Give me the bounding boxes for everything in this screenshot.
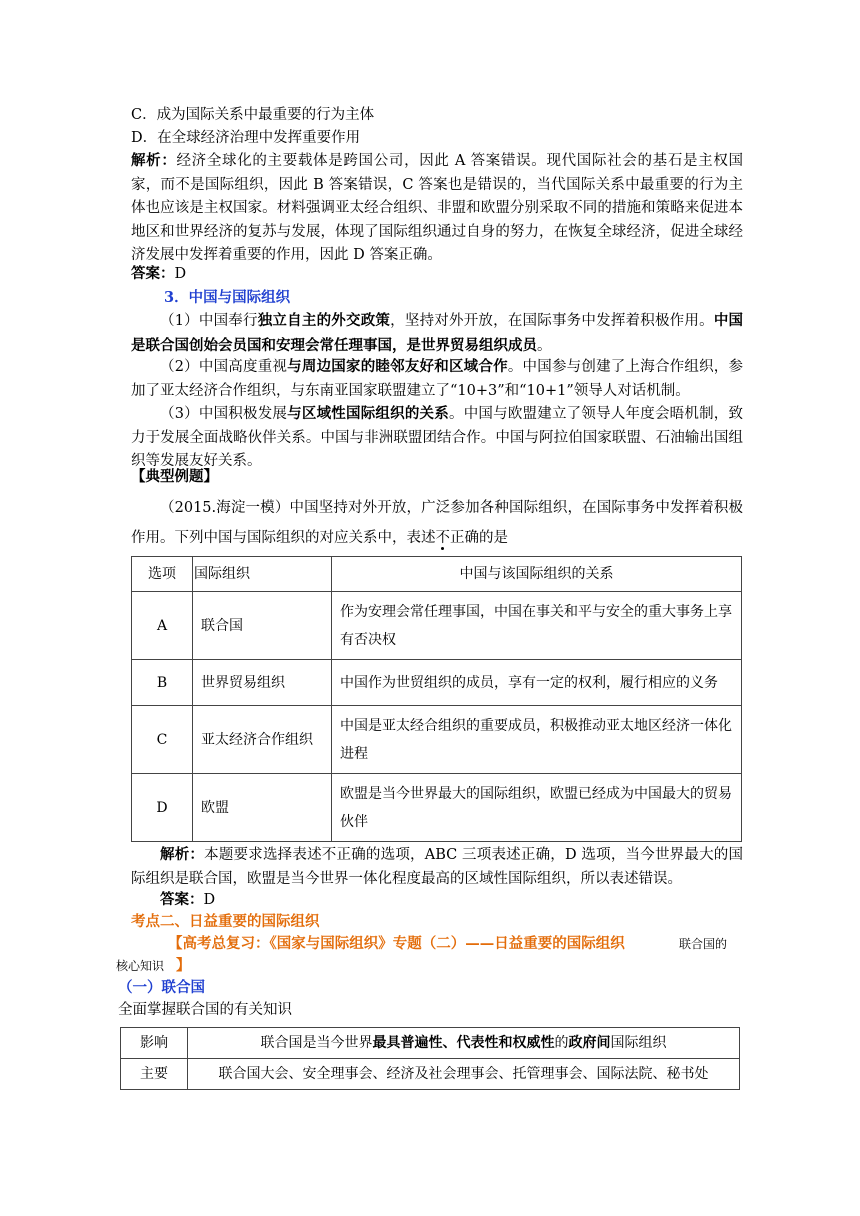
answer-value: D [174,266,187,282]
un-table [120,1027,740,1090]
un-value-bold2: 政府间 [568,1035,611,1051]
table-row [121,1059,740,1090]
un-row-value: 联合国大会、安全理事会、经济及社会理事会、托管理事会、国际法院、秘书处 [188,1059,740,1090]
un-value-post: 国际组织 [610,1035,667,1051]
row-relation: 中国作为世贸组织的成员，享有一定的权利，履行相应的义务 [332,660,742,706]
row-org: 亚太经济合作组织 [193,706,332,774]
topic2-link-tail2[interactable]: 核心知识 [116,959,165,973]
p1-pre: （1）中国奉行 [160,313,258,329]
example-table [131,556,742,842]
un-value-bold: 最具普遍性、代表性和权威性 [372,1035,555,1051]
topic2-video-link[interactable] [168,932,778,956]
p1-bold: 独立自主的外交政策 [257,312,391,329]
p3-pre: （3）中国积极发展 [160,406,288,422]
analysis-text: 经济全球化的主要载体是跨国公司，因此 A 答案错误。现代国际社会的基石是主权国家，而不是国际组织，因此 B 答案错误，C 答案也是错误的，当代国际关系中最重要的行为主体也应该是主权国家。材料强调亚太经合组织、非盟和欧盟分别采取不同的措施和策略来促进本地区和世界经济的复苏与发展，体现了国际组织通过自身的努力，在恢复全球经济，促进全球经济发展中发挥着重要的作用，因此 D 答案正确。 [131,153,744,263]
un-value-pre: 联合国是当今世界 [260,1035,373,1051]
row-relation: 中国是亚太经合组织的重要成员，积极推动亚太地区经济一体化进程 [332,706,742,774]
example-answer-value: D [203,892,216,908]
analysis-paragraph [131,149,743,268]
table-header-relation: 中国与该国际组织的关系 [332,557,742,592]
example-analysis-text: 本题要求选择表述不正确的选项，ABC 三项表述正确，D 选项，当今世界最大的国际组织是联合国，欧盟是当今世界一体化程度最高的区域性国际组织，所以表述错误。 [131,847,743,887]
p1-end: 。 [537,337,552,354]
table-row [132,774,742,842]
table-row [132,660,742,706]
row-option: D [132,774,193,842]
table-header-row [132,557,742,592]
un-row-key: 影响 [121,1028,188,1059]
row-relation: 作为安理会常任理事国，中国在事关和平与安全的重大事务上享有否决权 [332,592,742,660]
row-org: 欧盟 [193,774,332,842]
un-row-value [188,1028,740,1059]
example-question [131,493,743,553]
row-relation: 欧盟是当今世界最大的国际组织，欧盟已经成为中国最大的贸易伙伴 [332,774,742,842]
table-row [132,592,742,660]
question-emphasis: 不 [435,530,450,546]
example-analysis-label: 解析： [160,846,205,863]
row-option: B [132,660,193,706]
p2-bold: 与周边国家的睦邻友好和区域合作 [287,358,508,375]
topic2-link-close[interactable]: 】 [176,957,191,974]
section-heading-china-and-orgs: 3．中国与国际组织 [164,289,291,306]
example-analysis [131,843,743,891]
p1-post: ，坚持对外开放，在国际事务中发挥着积极作用。 [390,313,714,329]
section3-point-2 [131,355,743,403]
row-org: 联合国 [193,592,332,660]
answer-label: 答案： [131,265,175,282]
table-row [132,706,742,774]
un-row-key: 主要 [121,1059,188,1090]
un-value-mid: 的 [554,1035,569,1051]
row-org: 世界贸易组织 [193,660,332,706]
p2-pre: （2）中国高度重视 [160,359,288,375]
question-post: 正确的是 [450,530,508,546]
topic2-link-tail[interactable]: 联合国的 [679,937,728,951]
table-header-org: 国际组织 [193,557,332,592]
section3-point-1 [131,309,743,358]
row-option: A [132,592,193,660]
question-pre: （2015.海淀一模）中国坚持对外开放，广泛参加各种国际组织，在国际事务中发挥着积极作用。下列中国与国际组织的对应关系中，表述 [131,500,743,546]
un-subheading: （一）联合国 [118,979,205,996]
row-option: C [132,706,193,774]
p1-bold2: 中国是联合国创始会员国和安理会常任理事国，是世界贸易组织成员 [131,312,744,354]
un-intro: 全面掌握联合国的有关知识 [118,1002,292,1018]
table-row [121,1028,740,1059]
example-answer [160,888,770,912]
example-answer-label: 答案： [160,891,204,908]
p2-post: 。中国参与创建了上海合作组织，参加了亚太经济合作组织，与东南亚国家联盟建立了“10+3”和“10+1”领导人对话机制。 [131,359,744,399]
topic2-link-continuation[interactable] [116,954,726,978]
analysis-label: 解析： [131,152,177,169]
topic2-heading: 考点二、日益重要的国际组织 [131,913,320,930]
option-d: D．在全球经济治理中发挥重要作用 [131,130,361,146]
topic2-link-text[interactable]: 【高考总复习：《国家与国际组织》专题（二）——日益重要的国际组织 [168,935,625,952]
p3-post: 。中国与欧盟建立了领导人年度会晤机制，致力于发展全面战略伙伴关系。中国与非洲联盟团结合作。中国与阿拉伯国家联盟、石油输出国组织等发展友好关系。 [131,406,744,469]
p3-bold: 与区域性国际组织的关系 [287,405,449,422]
option-c: C．成为国际关系中最重要的行为主体 [131,107,375,123]
section3-point-3 [131,402,743,474]
table-header-option: 选项 [132,557,193,592]
example-heading: 【典型例题】 [131,468,218,485]
answer-line [131,262,741,286]
